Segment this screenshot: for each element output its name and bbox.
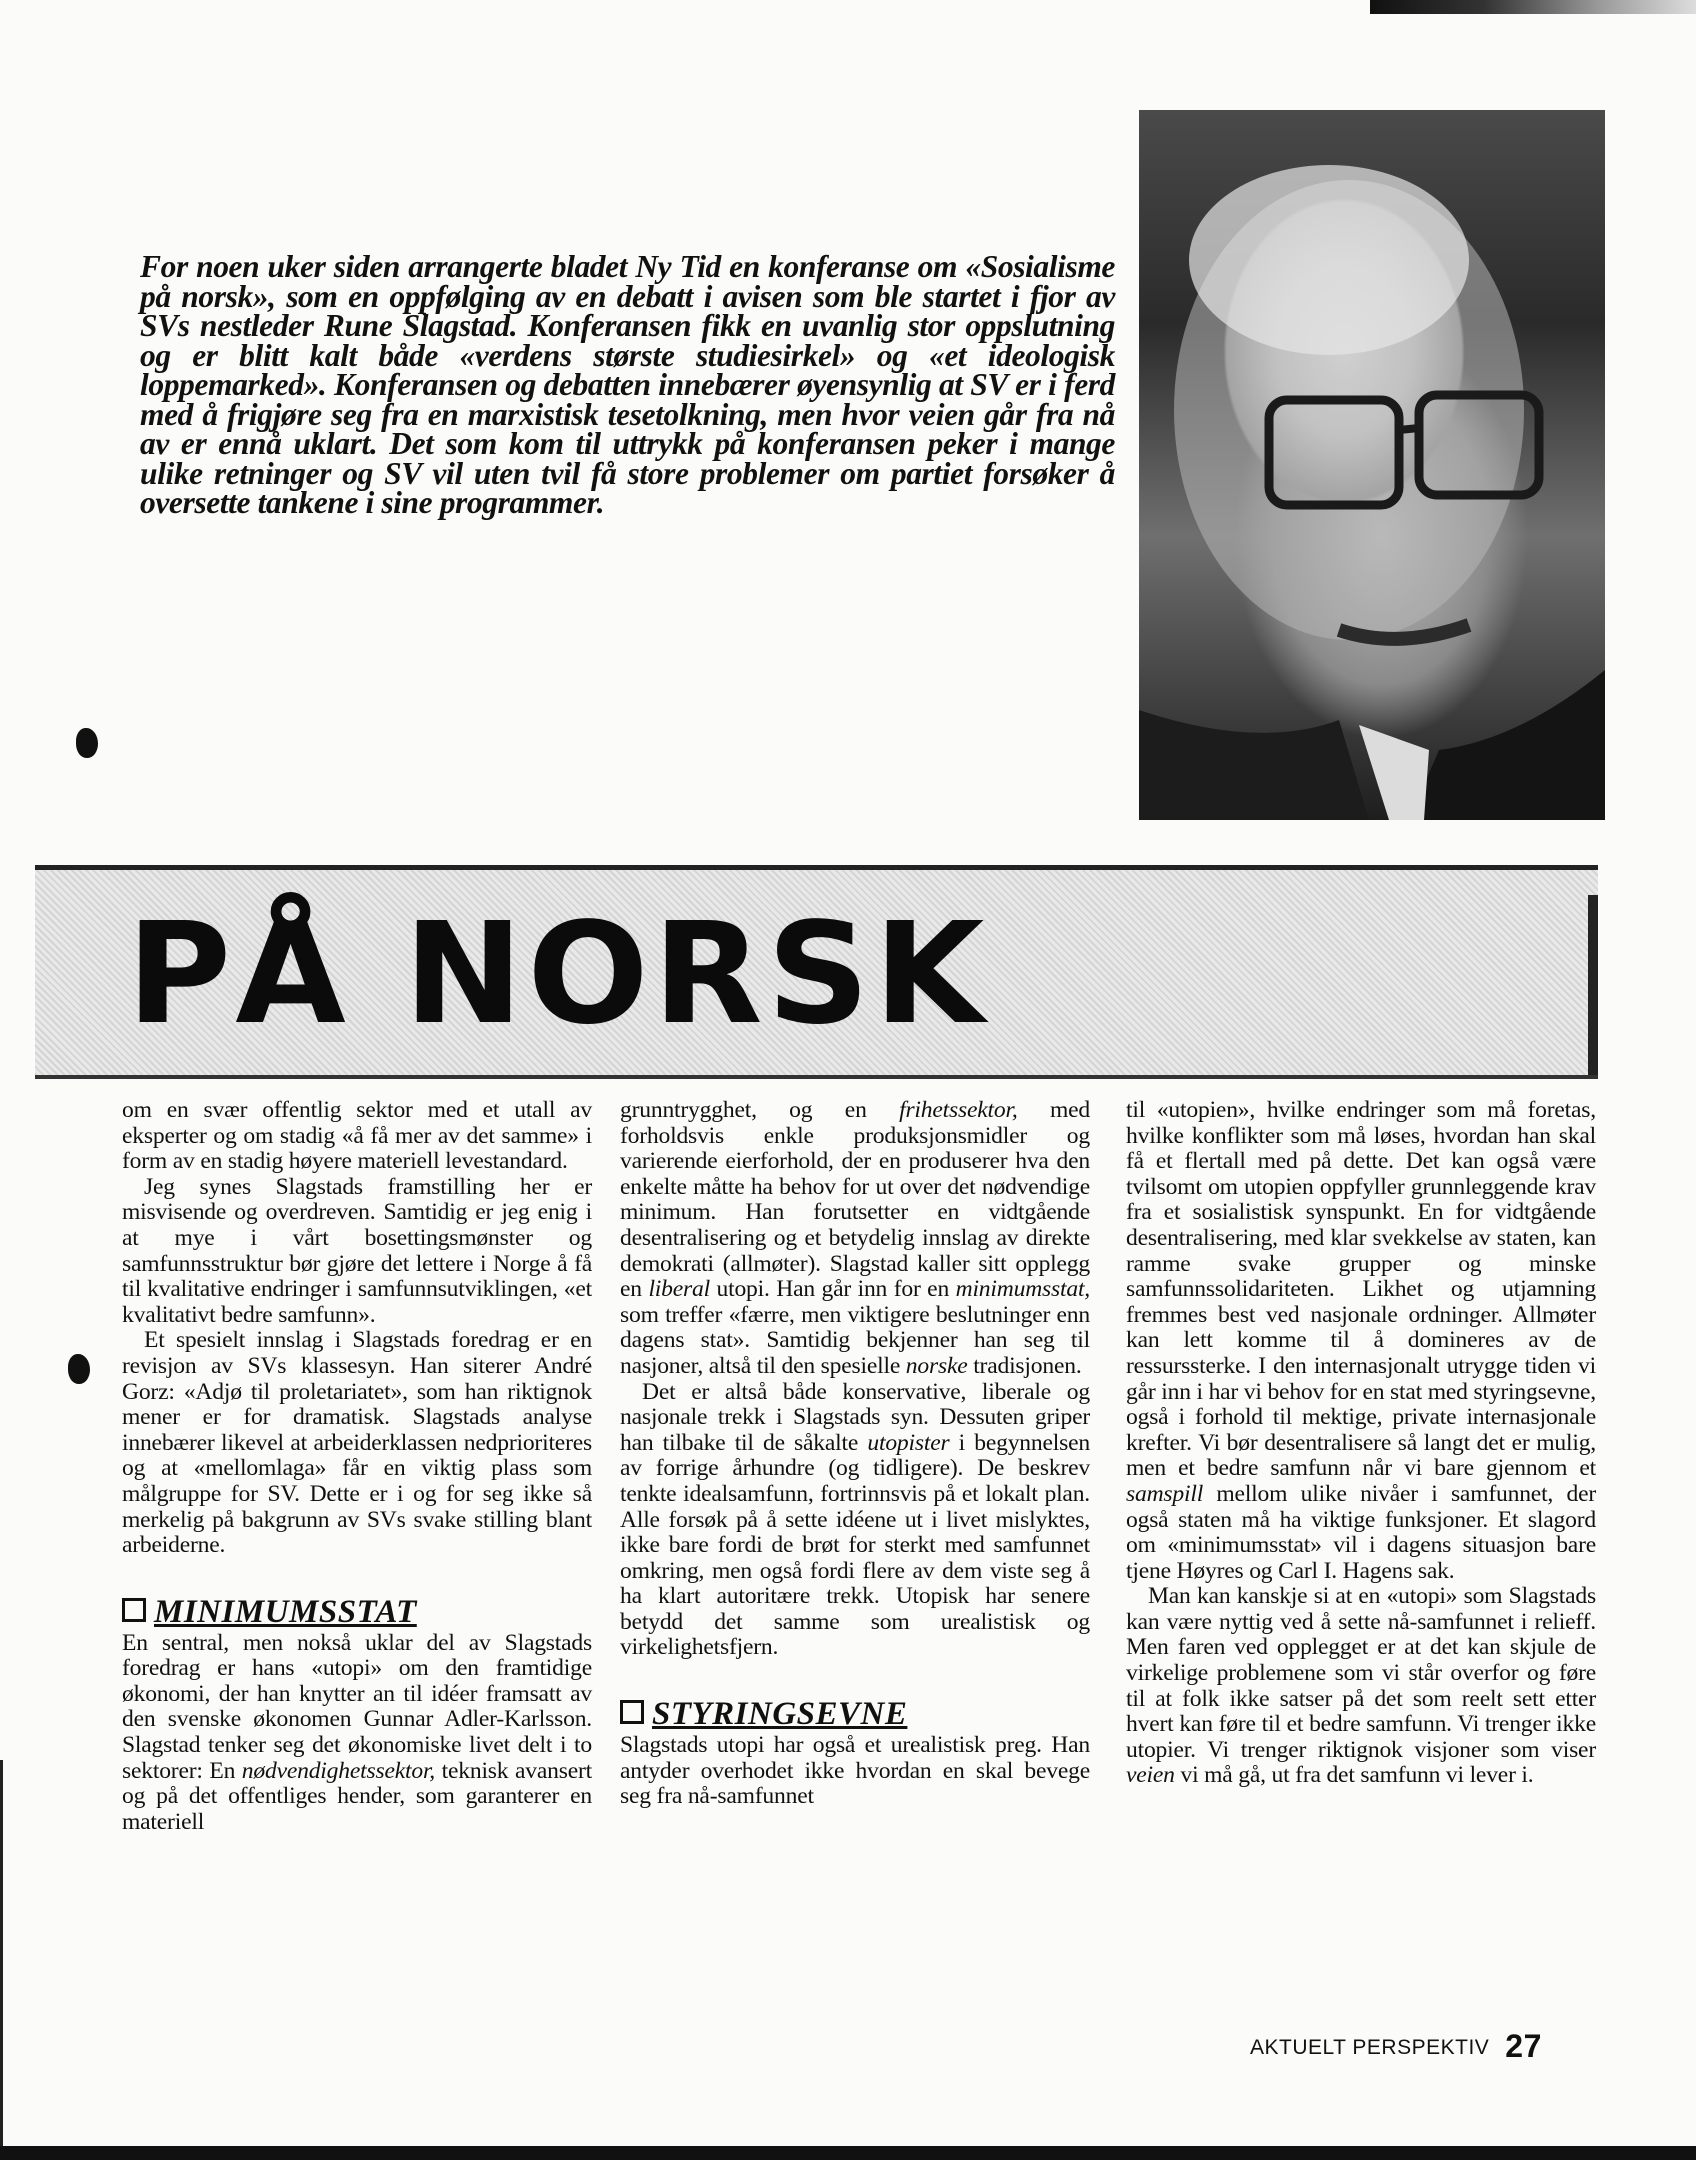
c2-p1-emphasis-2: liberal	[648, 1276, 710, 1303]
c3-p1-text-b: mellom ulike nivåer i samfunnet, der også staten må ha viktige funksjoner. Et slagord om «minimumsstat» vil i dagens situasjon bare tjene Høyres og Carl I. Hagens sak.	[1126, 1480, 1596, 1584]
c3-paragraph-1	[1126, 1098, 1596, 1584]
c3-p2-emphasis: veien	[1126, 1762, 1175, 1789]
c3-p2-text-a: Man kan kanskje si at en «utopi» som Slagstads kan være nyttig ved å sette nå-samfunnet i relieff. Men faren ved opplegget er at det kan skjule de virkelige problemene som vi står overfor og føre til at folk ikke satser på det som reelt sett etter hvert kan føre til et bedre samfunn. Vi trenger ikke utopier. Vi trenger riktignok visjoner som viser	[1126, 1583, 1596, 1763]
c1-p4-text-b: teknisk avansert og på det offentliges hender, som garanterer en materiell	[122, 1757, 592, 1835]
c2-p1-emphasis-3: minimumsstat,	[955, 1276, 1090, 1303]
c3-p1-text-a: til «utopien», hvilke endringer som må foretas, hvilke konflikter som må løses, hvordan han skal få et flertall med på dette. Det kan også være tvilsomt om utopien oppfyller grunnleggende krav fra et sosialistisk synspunkt. En for vidtgående desentralisering, med klar svekkelse av staten, kan ramme svake grupper og minske samfunnssolidariteten. Likhet og utjamning fremmes best ved nasjonale ordninger. Allmøter kan lett komme til å domineres av de ressurssterke. I den internasjonalt utrygge tiden vi går inn i har vi behov for en stat med styringsevne, også i forhold til mektige, private internasjonale krefter. Vi bør desentralisere så langt det er mulig, men et bedre samfunn når vi bare gjennom et	[1126, 1097, 1596, 1482]
c2-p1-emphasis-1: frihetssektor,	[899, 1097, 1018, 1123]
c2-p2-text-b: i begynnelsen av forrige århundre (og tidligere). De beskrev tenkte idealsamfunn, fortrinnsvis på et lokalt plan. Alle forsøk på å sette idéene ut i livet mislyktes, ikke bare fordi de brøt for sterkt med samfunnet omkring, men også fordi flere av dem viste seg å ha klart autoritære trekk. Utopisk har senere betydd det samme som urealistisk og virkelighetsfjern.	[620, 1429, 1090, 1661]
portrait-illustration	[1139, 110, 1605, 820]
c1-p4-emphasis: nødvendighetssektor,	[241, 1757, 436, 1784]
c2-paragraph-3: Slagstads utopi har også et urealistisk preg. Han antyder overhodet ikke hvordan en skal bevege seg fra nå-samfunnet	[620, 1732, 1090, 1810]
c1-paragraph-1: om en svær offentlig sektor med et utall av eksperter og om stadig «å få mer av det samme» i form av en stadig høyere materiell levestandard.	[122, 1097, 592, 1175]
title-banner	[35, 865, 1598, 1079]
page-title: PÅ NORSK	[126, 893, 989, 1056]
ink-blot-1	[76, 728, 98, 758]
column-1	[122, 1098, 592, 1835]
c2-p2-text-a: Det er altså både konservative, liberale og nasjonale trekk i Slagstads syn. Dessuten griper han tilbake til de såkalte	[620, 1378, 1090, 1456]
ink-blot-2	[68, 1354, 90, 1384]
column-3	[1126, 1098, 1596, 1789]
c2-p1-text-b: med forholdsvis enkle produksjonsmidler og varierende eierforhold, der en produserer hva den enkelte måtte ha behov for ut over det nødvendige minimum. Han forutsetter en vidtgående desentralisering og et betydelig innslag av direkte demokrati (allmøter). Slagstad kaller sitt opplegg en	[620, 1097, 1090, 1303]
checkbox-icon	[620, 1700, 644, 1724]
page-footer	[1250, 2028, 1542, 2065]
banner-shadow	[1588, 895, 1598, 1075]
portrait-photo	[1139, 110, 1605, 820]
subheading-minimumsstat-text: MINIMUMSSTAT	[154, 1593, 417, 1630]
subheading-styringsevne-text: STYRINGSEVNE	[652, 1696, 908, 1733]
c3-p1-emphasis: samspill	[1126, 1480, 1204, 1507]
subheading-minimumsstat	[122, 1593, 592, 1631]
c3-p2-text-b: vi må gå, ut fra det samfunn vi lever i.	[1174, 1762, 1534, 1789]
c1-paragraph-3: Et spesielt innslag i Slagstads foredrag er en revisjon av SVs klassesyn. Han siterer André Gorz: «Adjø til proletariatet», som han riktignok mener er for dramatisk. Slagstads analyse innebærer likevel at arbeiderklassen nedprioriteres og at «mellomlaga» får en viktig plass som målgruppe for SV. Dette er i og for seg ikke så merkelig på bakgrunn av SVs svake stilling blant arbeiderne.	[122, 1327, 592, 1559]
c2-p1-text-c: utopi. Han går inn for en	[709, 1276, 956, 1303]
c2-p1-text-d: som treffer «færre, men viktigere beslutninger enn dagens stat». Samtidig bekjenner han seg til nasjoner, altså til den spesielle	[620, 1301, 1090, 1379]
intro-paragraph: For noen uker siden arrangerte bladet Ny Tid en konferanse om «Sosialisme på norsk», som en oppfølging av en debatt i avisen som ble startet i fjor av SVs nestleder Rune Slagstad. Konferansen fikk en uvanlig stor oppslutning og er blitt kalt både «verdens største studiesirkel» og «et ideologisk loppemarked». Konferansen og debatten innebærer øyensynlig at SV er i ferd med å frigjøre seg fra en marxistisk tesetolkning, men hvor veien går fra nå av er ennå uklart. Det som kom til uttrykk på konferansen peker i mange ulike retninger og SV vil uten tvil få store problemer om partiet forsøker å oversette tankene i sine programmer.	[140, 249, 1115, 520]
c2-p1-emphasis-4: norske	[905, 1352, 968, 1379]
left-edge-shadow	[0, 1760, 3, 2160]
top-edge-rule	[1370, 0, 1696, 14]
magazine-name: AKTUELT PERSPEKTIV	[1250, 2036, 1490, 2059]
c2-paragraph-2	[620, 1380, 1090, 1662]
c2-p2-emphasis: utopister	[867, 1429, 950, 1456]
c1-paragraph-4	[122, 1631, 592, 1836]
c3-paragraph-2	[1126, 1584, 1596, 1789]
column-2	[620, 1098, 1090, 1810]
subheading-styringsevne	[620, 1695, 1090, 1733]
page-number: 27	[1505, 2028, 1542, 2064]
c1-p4-text-a: En sentral, men nokså uklar del av Slagstads foredrag er hans «utopi» om den framtidige økonomi, der han knytter an til idéer framsatt av den svenske økonomen Gunnar Adler-Karlsson. Slagstad tenker seg det økonomiske livet delt i to sektorer: En	[122, 1629, 592, 1784]
c1-paragraph-2: Jeg synes Slagstads framstilling her er misvisende og overdreven. Samtidig er jeg enig i at mye i vårt bosettingsmønster og samfunnsstruktur bør gjøre det lettere i Norge å få til kvalitative endringer i samfunnsutviklingen, «et kvalitativt bedre samfunn».	[122, 1173, 592, 1328]
checkbox-icon	[122, 1598, 146, 1622]
bottom-edge-rule	[0, 2146, 1696, 2160]
c2-paragraph-1	[620, 1098, 1090, 1380]
c2-p1-text-e: tradisjonen.	[967, 1352, 1082, 1379]
c2-p1-text-a: grunntrygghet, og en	[620, 1097, 900, 1123]
